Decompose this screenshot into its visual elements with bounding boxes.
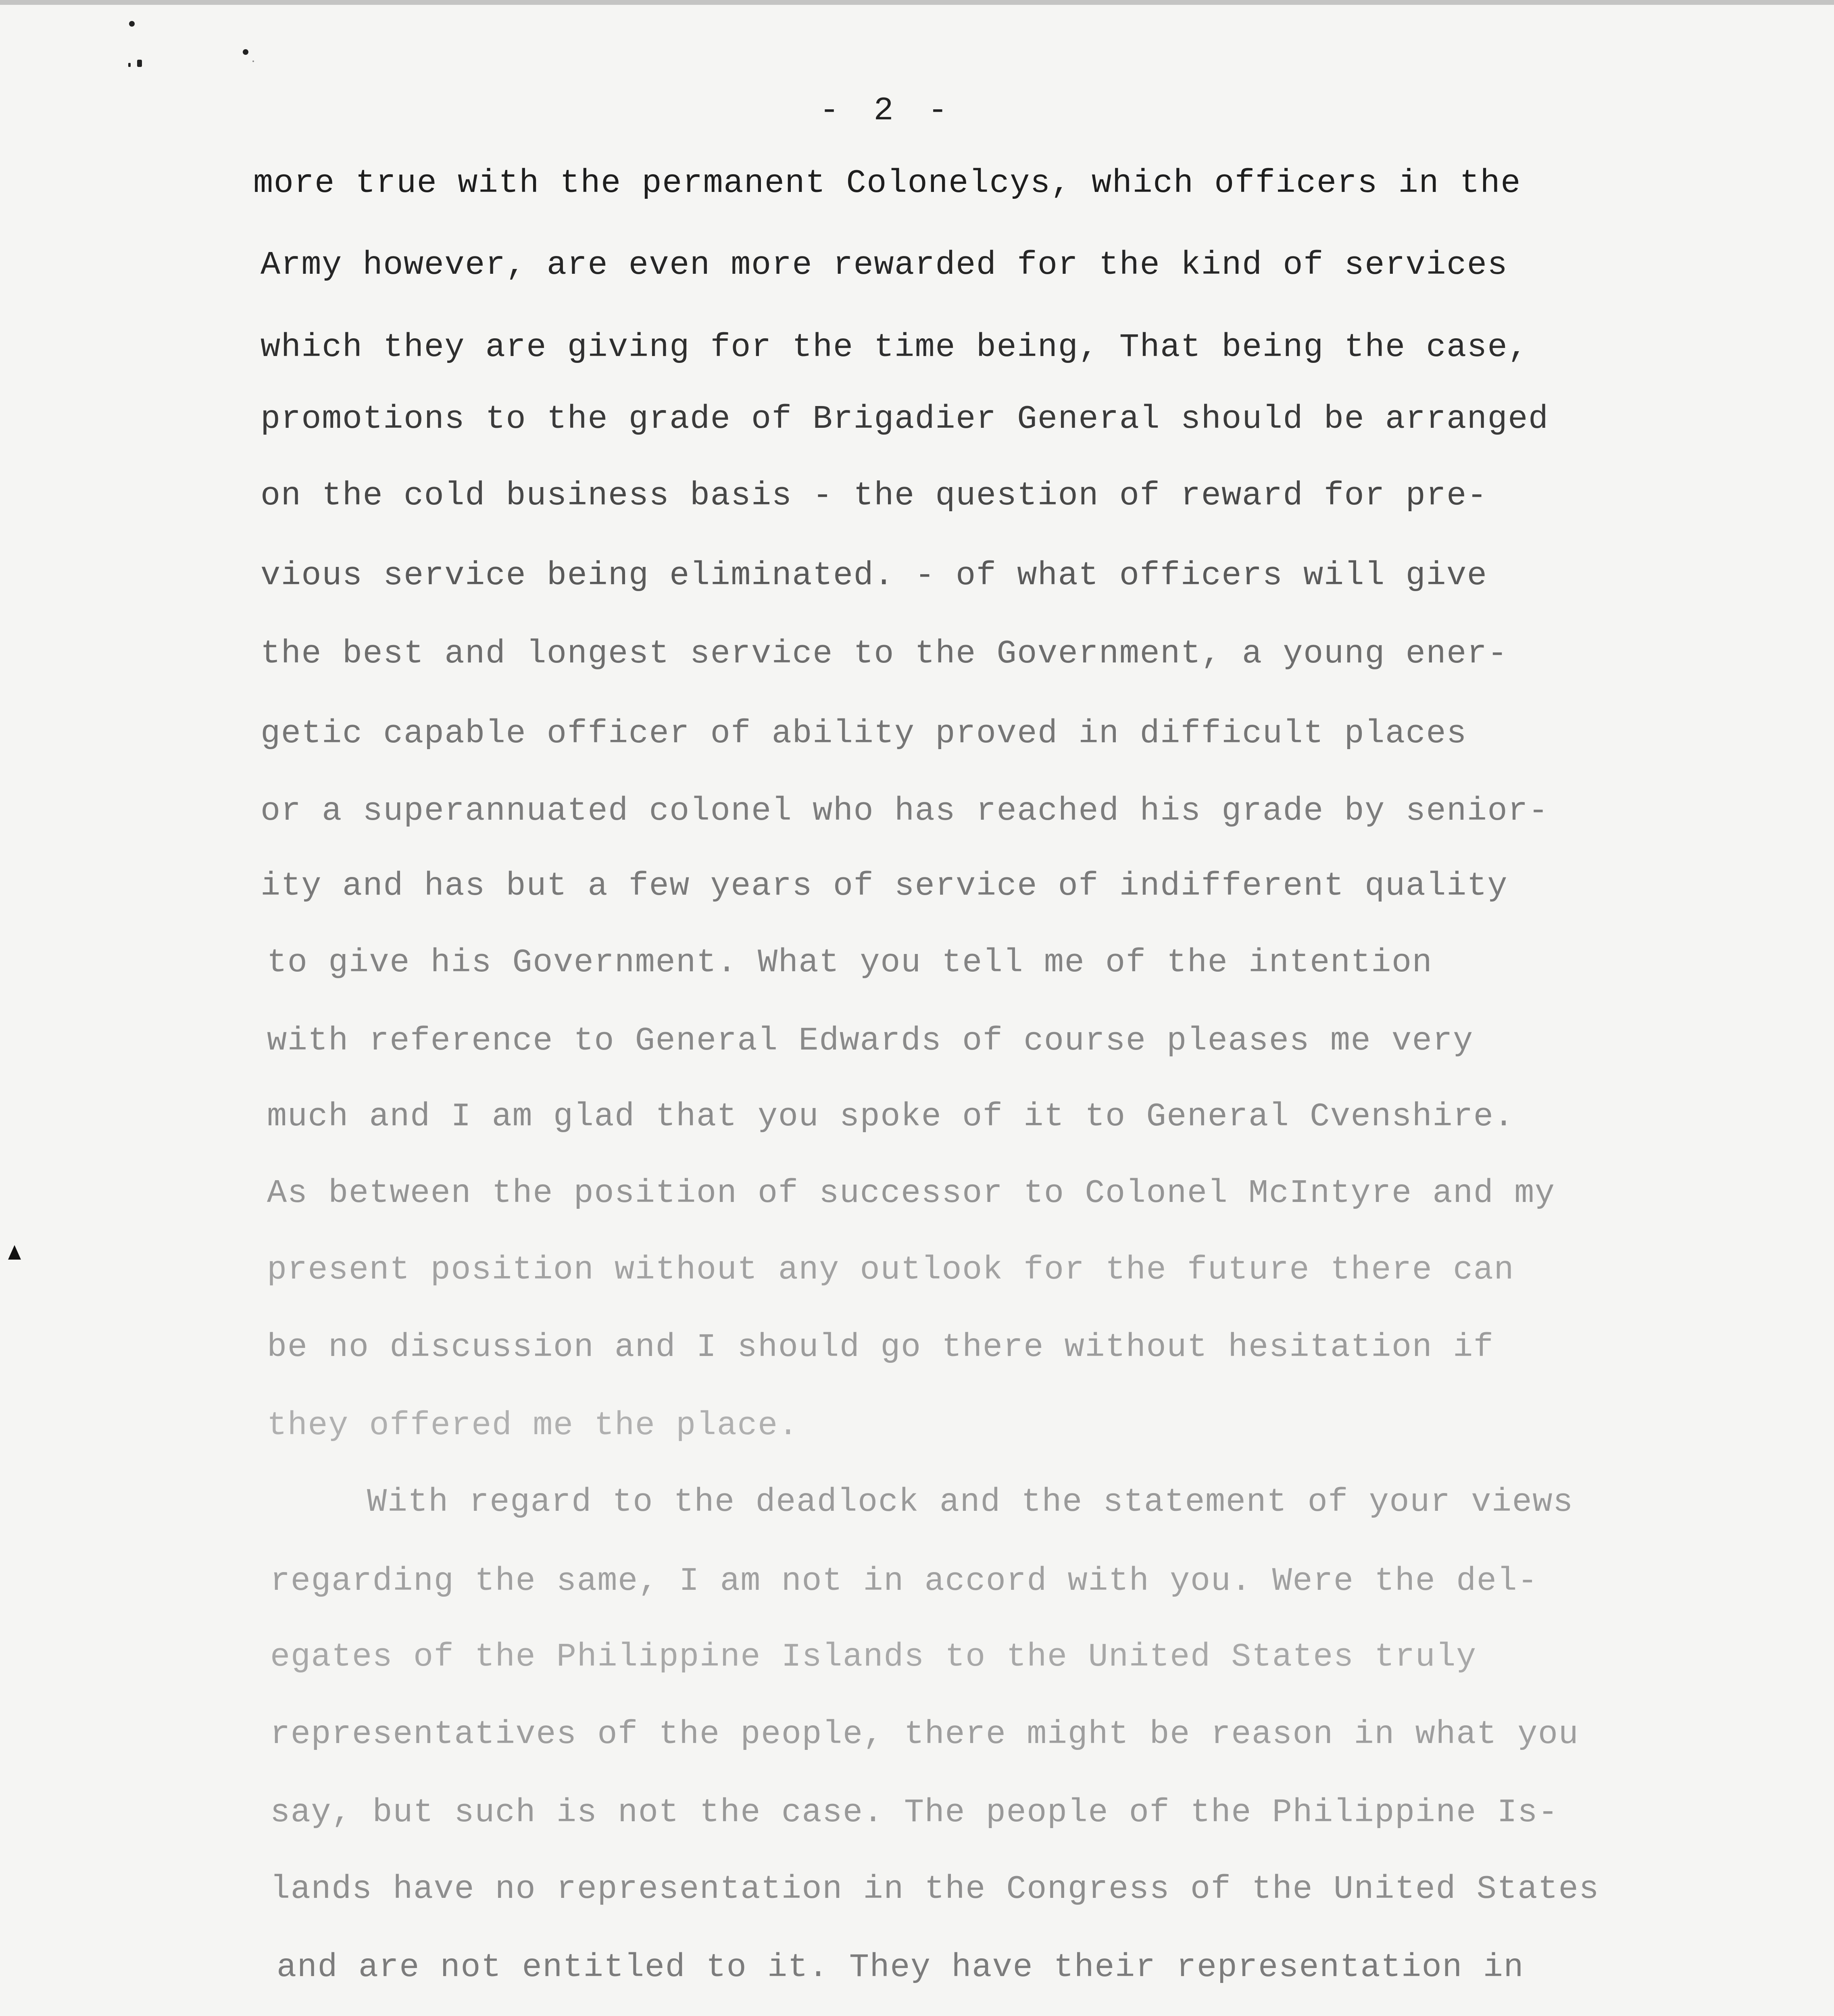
text-line: the best and longest service to the Government, a young ener- [261, 635, 1508, 673]
text-line: to give his Government. What you tell me of the intention [267, 944, 1433, 981]
text-line: lands have no representation in the Congress of the United States [270, 1870, 1600, 1908]
text-line: Army however, are even more rewarded for the kind of services [261, 246, 1508, 284]
text-line: regarding the same, I am not in accord with you. Were the del- [270, 1562, 1538, 1600]
text-line: getic capable officer of ability proved in difficult places [261, 715, 1467, 752]
text-line: vious service being eliminated. - of what officers will give [261, 557, 1488, 594]
text-line: As between the position of successor to Colonel McIntyre and my [267, 1175, 1555, 1212]
scan-speck [137, 60, 142, 67]
text-line: on the cold business basis - the question of reward for pre- [261, 477, 1488, 514]
text-line: ity and has but a few years of service of indifferent quality [261, 867, 1508, 905]
text-line: or a superannuated colonel who has reached his grade by senior- [261, 792, 1549, 830]
scan-speck [128, 63, 131, 67]
text-line: much and I am glad that you spoke of it to General Cvenshire. [267, 1098, 1515, 1135]
scan-speck [129, 21, 135, 27]
text-line: With regard to the deadlock and the statement of your views [367, 1483, 1573, 1521]
text-line: representatives of the people, there might be reason in what you [270, 1716, 1579, 1753]
text-line: egates of the Philippine Islands to the United States truly [270, 1638, 1477, 1676]
text-line: they offered me the place. [267, 1407, 799, 1444]
text-line: be no discussion and I should go there without hesitation if [267, 1329, 1494, 1366]
text-line: with reference to General Edwards of course pleases me very [267, 1022, 1473, 1060]
text-line: which they are giving for the time being, That being the case, [261, 329, 1528, 366]
page-number: - 2 - [819, 92, 955, 129]
scan-speck [252, 60, 254, 62]
text-line: promotions to the grade of Brigadier General should be arranged [261, 400, 1549, 438]
text-line: and are not entitled to it. They have their representation in [277, 1949, 1524, 1986]
page-top-edge [0, 0, 1834, 5]
text-line: say, but such is not the case. The people of the Philippine Is- [270, 1794, 1559, 1831]
scan-speck [243, 49, 248, 55]
text-line: more true with the permanent Colonelcys, which officers in the [253, 165, 1521, 202]
margin-arrow-icon [8, 1245, 21, 1260]
text-line: present position without any outlook for the future there can [267, 1251, 1515, 1289]
